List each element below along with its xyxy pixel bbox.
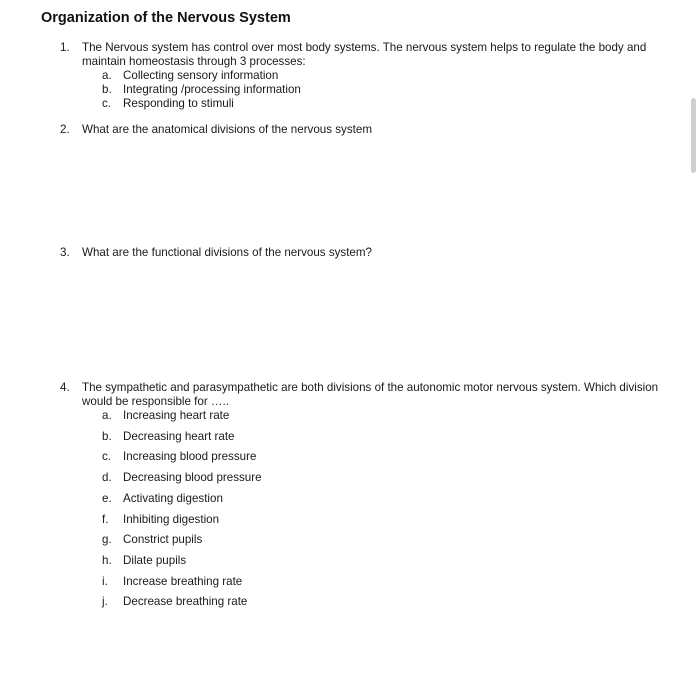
sub-text: Decreasing blood pressure bbox=[123, 471, 262, 485]
sub-item bbox=[102, 468, 670, 489]
sub-letter: h. bbox=[102, 553, 112, 567]
sub-letter: i. bbox=[102, 574, 108, 588]
sub-letter: c. bbox=[102, 97, 112, 110]
vertical-scrollbar[interactable] bbox=[691, 98, 696, 173]
sub-text: Integrating /processing information bbox=[123, 83, 301, 96]
sub-text: Inhibiting digestion bbox=[123, 512, 220, 526]
sub-letter: d. bbox=[102, 471, 112, 485]
sub-letter: b. bbox=[102, 83, 112, 96]
sub-letter: g. bbox=[102, 533, 112, 547]
sub-letter: b. bbox=[102, 429, 112, 443]
page-title: Organization of the Nervous System bbox=[41, 10, 291, 26]
question-text: The sympathetic and parasympathetic are both divisions of the autonomic motor nervous system. Which division would be responsible for ….. bbox=[82, 381, 659, 408]
sub-text: Increase breathing rate bbox=[123, 574, 243, 588]
question-text: The Nervous system has control over most body systems. The nervous system helps to regulate the body and maintain homeostasis through 3 processes: bbox=[82, 41, 647, 68]
sub-text: Decrease breathing rate bbox=[123, 595, 248, 609]
sub-item bbox=[102, 69, 670, 83]
sub-letter: f. bbox=[102, 512, 109, 526]
question-text: What are the functional divisions of the nervous system? bbox=[82, 246, 372, 259]
question-number: 2. bbox=[60, 123, 70, 136]
sub-item bbox=[102, 406, 670, 427]
sub-text: Decreasing heart rate bbox=[123, 429, 235, 443]
sub-letter: c. bbox=[102, 450, 112, 464]
sub-letter: a. bbox=[102, 409, 112, 422]
question-number: 4. bbox=[60, 381, 70, 394]
sub-item bbox=[102, 489, 670, 510]
sub-text: Increasing blood pressure bbox=[123, 450, 257, 464]
sub-text: Dilate pupils bbox=[123, 553, 187, 567]
sub-list bbox=[102, 406, 670, 613]
sub-text: Activating digestion bbox=[123, 491, 223, 505]
question-2 bbox=[60, 123, 670, 137]
sub-list bbox=[102, 69, 670, 111]
sub-text: Responding to stimuli bbox=[123, 97, 234, 110]
sub-item bbox=[102, 510, 670, 531]
sub-item bbox=[102, 427, 670, 448]
question-3 bbox=[60, 246, 670, 260]
sub-item bbox=[102, 530, 670, 551]
sub-letter: a. bbox=[102, 69, 112, 82]
sub-item bbox=[102, 572, 670, 593]
sub-item bbox=[102, 447, 670, 468]
sub-text: Collecting sensory information bbox=[123, 69, 279, 82]
question-number: 1. bbox=[60, 41, 70, 54]
question-text: What are the anatomical divisions of the nervous system bbox=[82, 123, 372, 136]
sub-text: Constrict pupils bbox=[123, 533, 203, 547]
sub-letter: j. bbox=[102, 595, 108, 609]
sub-item bbox=[102, 97, 670, 111]
sub-item bbox=[102, 592, 670, 613]
question-4 bbox=[60, 381, 670, 613]
question-number: 3. bbox=[60, 246, 70, 259]
question-1 bbox=[60, 41, 670, 111]
sub-text: Increasing heart rate bbox=[123, 409, 230, 422]
sub-item bbox=[102, 551, 670, 572]
sub-letter: e. bbox=[102, 491, 112, 505]
sub-item bbox=[102, 83, 670, 97]
